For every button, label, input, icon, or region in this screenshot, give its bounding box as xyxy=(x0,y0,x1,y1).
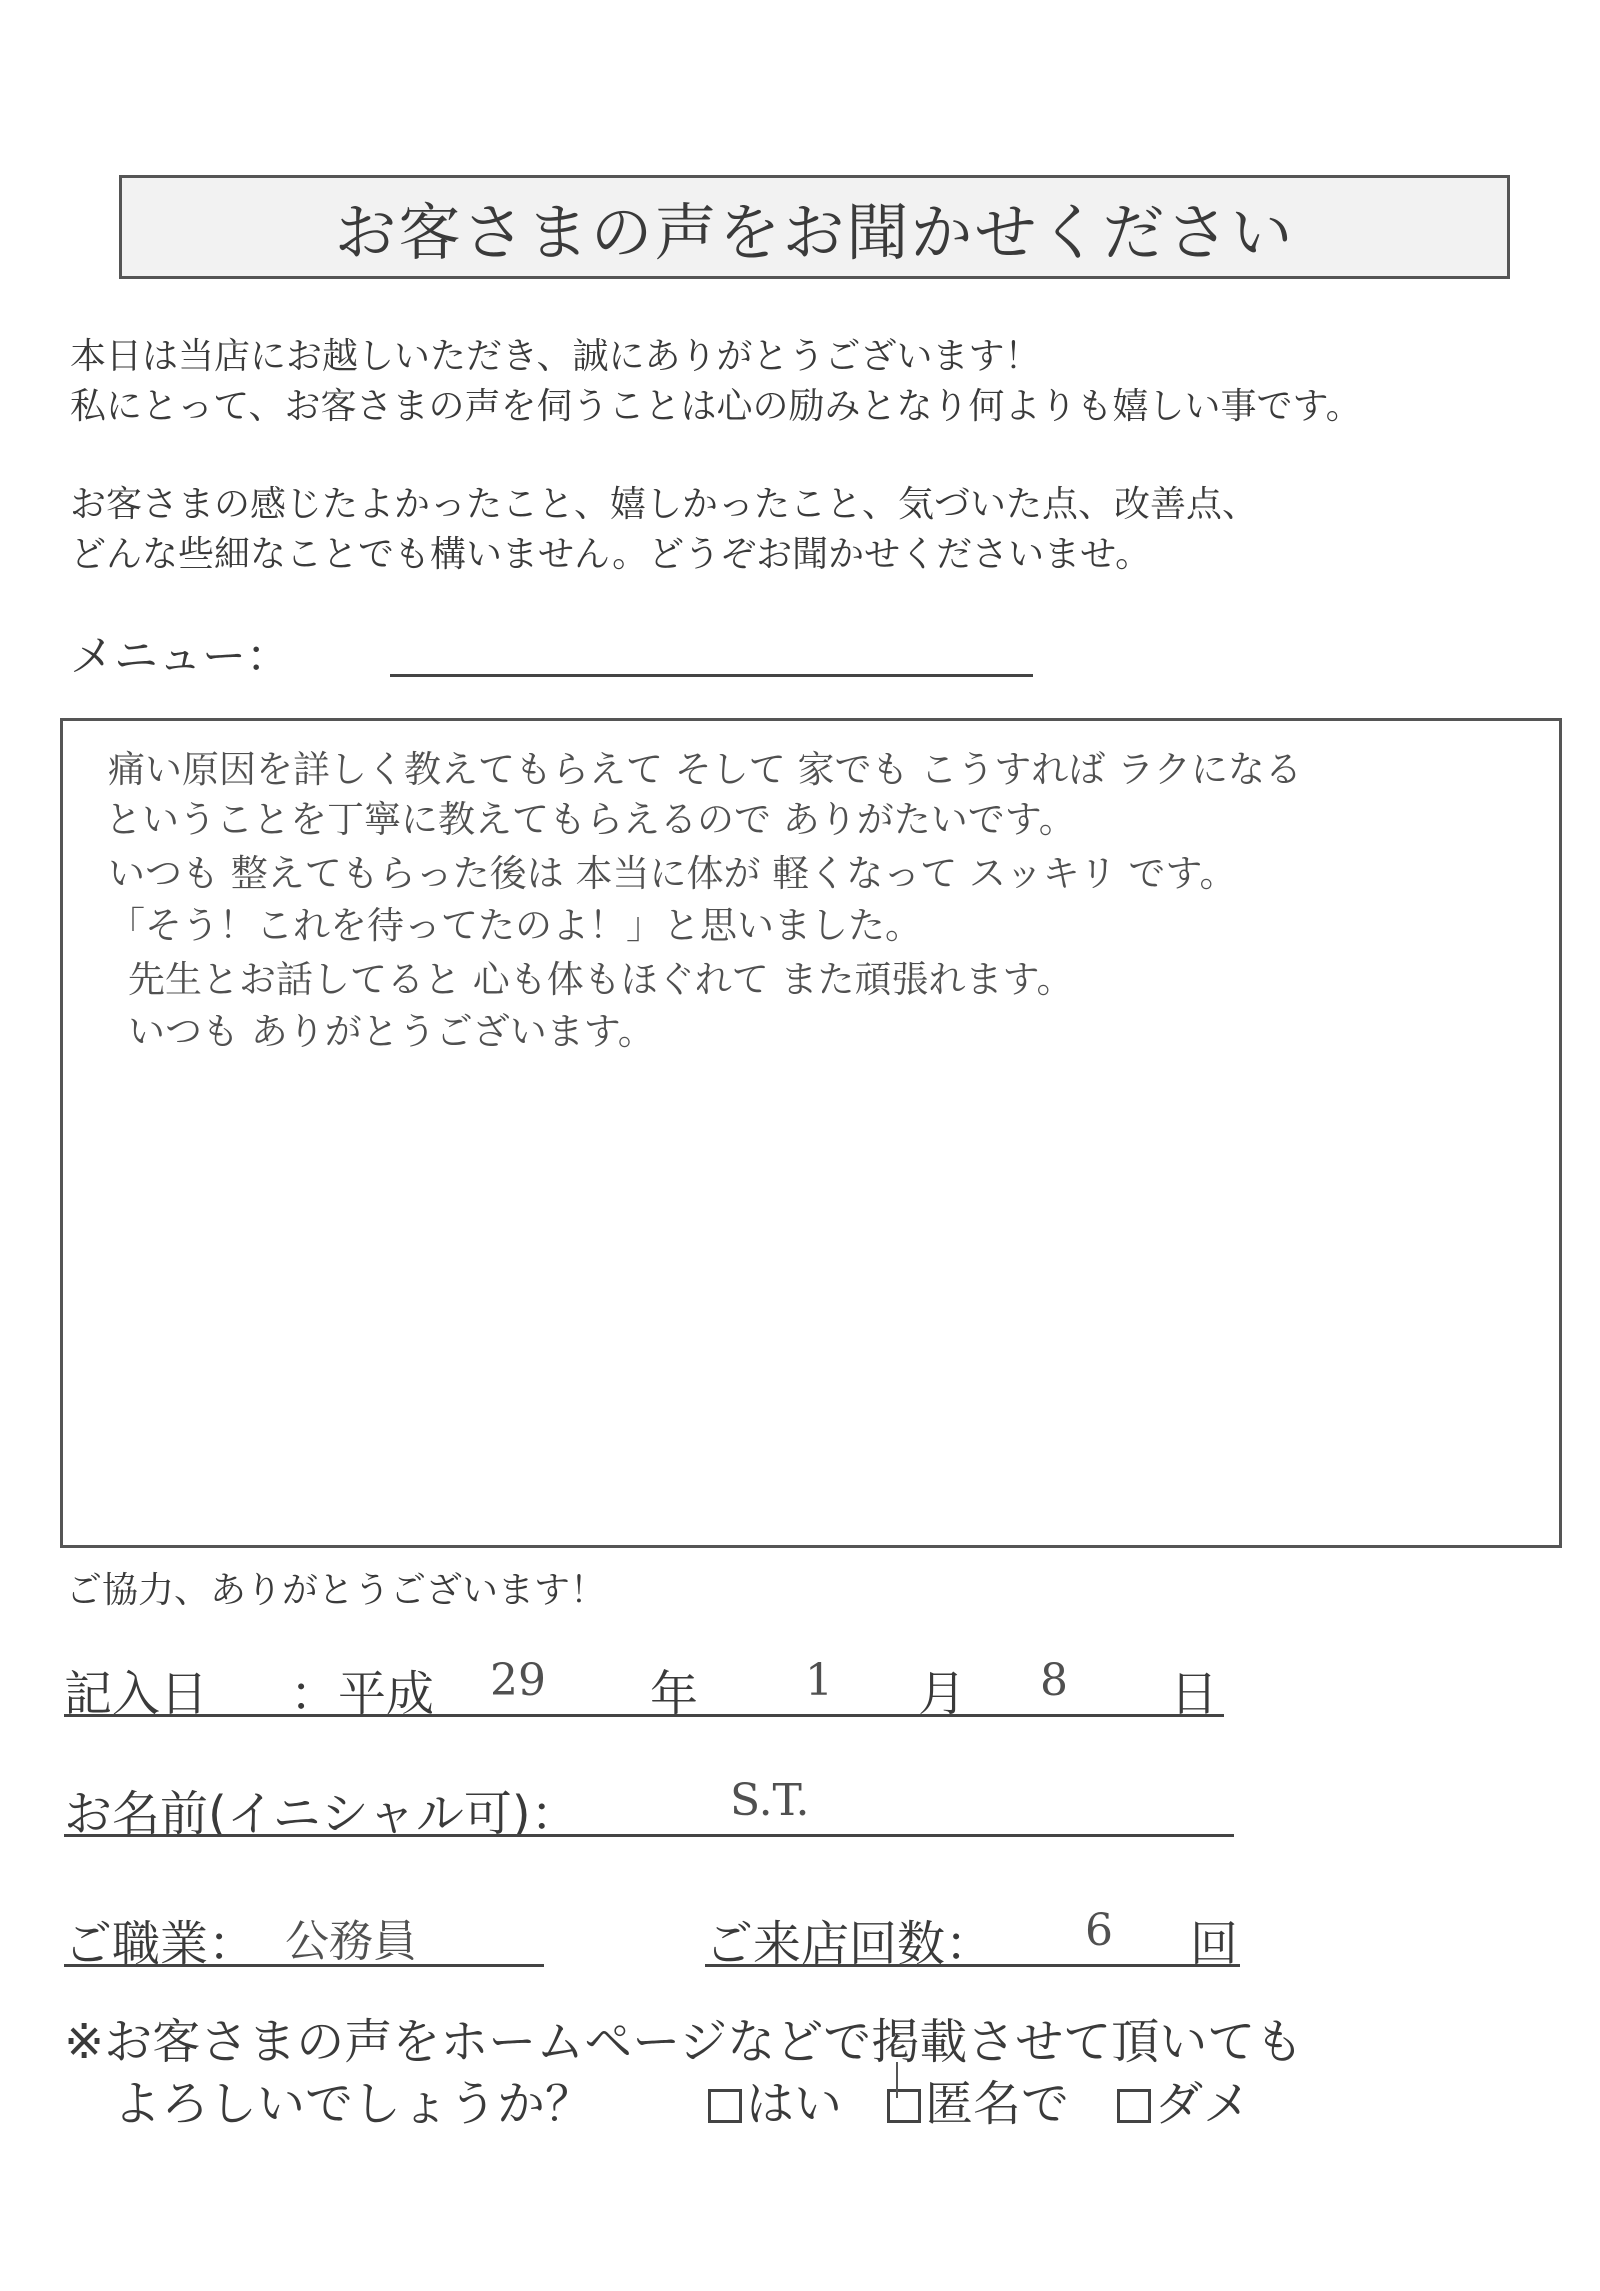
comment-line-1: 痛い原因を詳しく教えてもらえて そして 家でも こうすれば ラクになる xyxy=(108,748,1303,791)
intro-line-3: お客さまの感じたよかったこと、嬉しかったこと、気づいた点、改善点、 xyxy=(70,484,1259,525)
option-yes-checkbox[interactable] xyxy=(708,2089,742,2123)
occupation-label: ご職業： xyxy=(64,1916,257,1972)
option-yes-label: はい xyxy=(746,2076,843,2132)
date-underline xyxy=(64,1714,1224,1717)
form-title-box xyxy=(119,175,1510,279)
permission-question-line-1: ※お客さまの声をホームページなどで掲載させて頂いても xyxy=(64,2014,1304,2070)
option-no-checkbox[interactable] xyxy=(1117,2089,1151,2123)
visits-unit: 回 xyxy=(1190,1916,1239,1972)
thanks-text: ご協力、ありがとうございます！ xyxy=(66,1570,607,1611)
date-day-unit: 日 xyxy=(1170,1666,1219,1722)
comment-line-6: いつも ありがとうございます。 xyxy=(128,1010,655,1053)
name-underline xyxy=(64,1834,1234,1837)
occupation-underline xyxy=(64,1964,544,1967)
date-label: 記入日 xyxy=(64,1666,209,1722)
intro-line-1: 本日は当店にお越しいただき、誠にありがとうございます！ xyxy=(70,336,1041,377)
comment-box[interactable] xyxy=(60,718,1562,1548)
option-anonymous[interactable] xyxy=(887,2065,1069,2134)
comment-line-3: いつも 整えてもらった後は 本当に体が 軽くなって スッキリ です。 xyxy=(108,852,1237,895)
date-month-unit: 月 xyxy=(918,1666,967,1722)
date-month-value: 1 xyxy=(805,1655,833,1706)
date-year-value: 29 xyxy=(490,1655,546,1706)
option-no-label: ダメ xyxy=(1155,2076,1252,2132)
option-anonymous-checkbox[interactable] xyxy=(887,2089,921,2123)
form-title: お客さまの声をお聞かせください xyxy=(334,195,1295,269)
date-day-value: 8 xyxy=(1040,1655,1068,1706)
permission-question-line-2: よろしいでしょうか？ xyxy=(113,2076,594,2132)
date-era: ：平成 xyxy=(290,1666,435,1722)
comment-line-5: 先生とお話してると 心も体もほぐれて また頑張れます。 xyxy=(128,958,1074,1001)
menu-input-line[interactable] xyxy=(390,674,1033,677)
check-mark-icon xyxy=(896,2062,912,2098)
visits-value: 6 xyxy=(1085,1905,1113,1956)
visits-label: ご来店回数： xyxy=(705,1916,994,1972)
name-label: お名前(イニシャル可)： xyxy=(64,1786,579,1842)
occupation-value: 公務員 xyxy=(285,1916,417,1967)
name-value: S.T. xyxy=(730,1775,810,1826)
intro-line-4: どんな些細なことでも構いません。どうぞお聞かせくださいませ。 xyxy=(70,534,1152,575)
comment-line-2: ということを丁寧に教えてもらえるので ありがたいです。 xyxy=(105,798,1076,841)
option-no[interactable] xyxy=(1117,2065,1251,2134)
comment-line-4: 「そう！これを待ってたのよ！」と思いました。 xyxy=(108,904,922,947)
option-yes[interactable] xyxy=(708,2065,842,2134)
option-anonymous-label: 匿名で xyxy=(925,2076,1070,2132)
menu-label: メニュー： xyxy=(70,631,290,682)
visits-underline xyxy=(705,1964,1240,1967)
intro-line-2: 私にとって、お客さまの声を伺うことは心の励みとなり何よりも嬉しい事です。 xyxy=(70,386,1362,427)
date-year-unit: 年 xyxy=(650,1666,699,1722)
